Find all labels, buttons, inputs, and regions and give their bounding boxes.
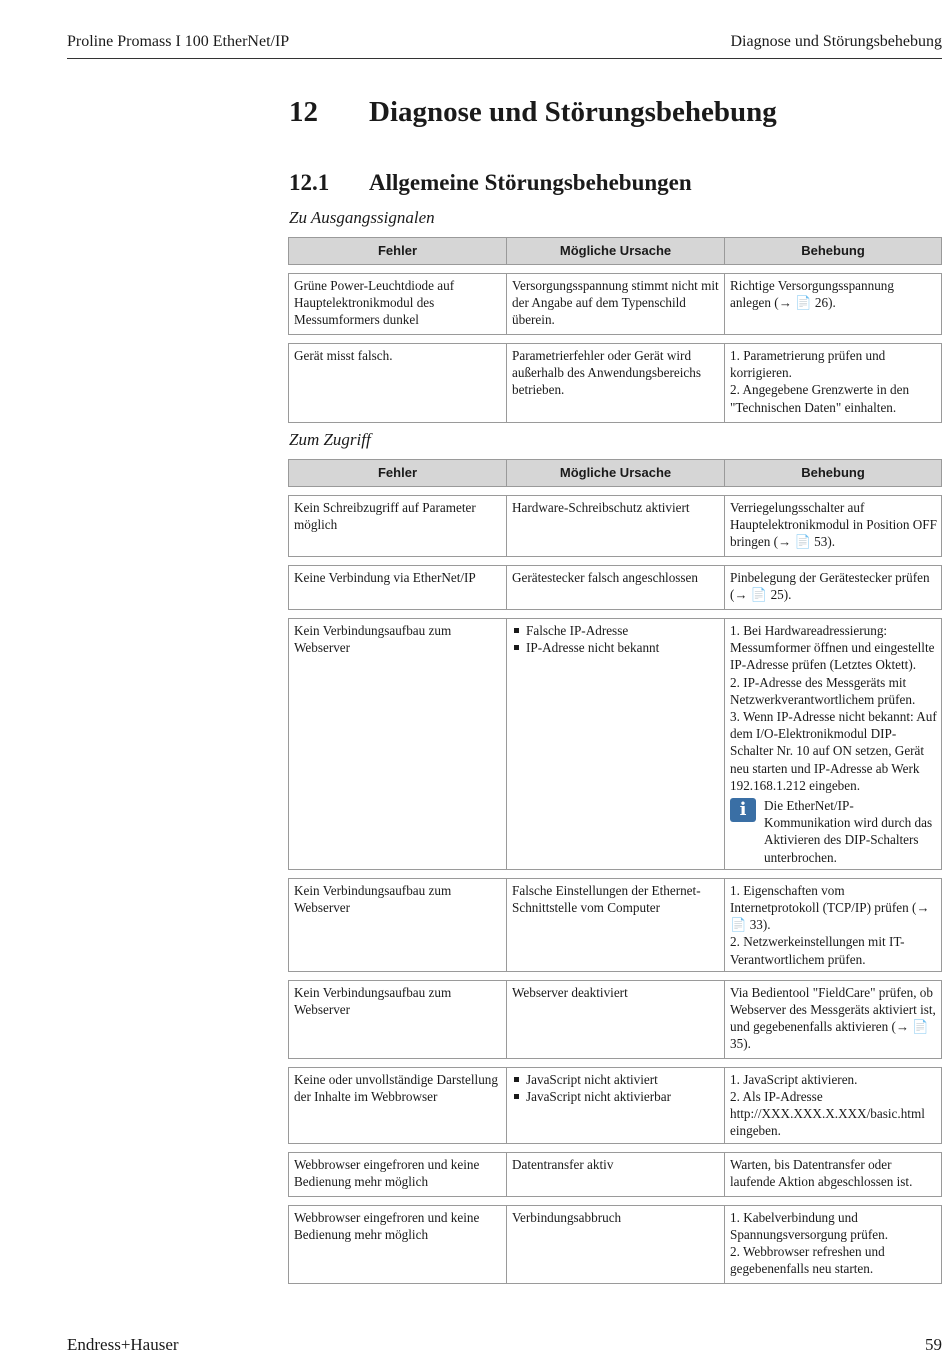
info-note (730, 797, 937, 866)
table-row (288, 343, 942, 423)
behebung-step: 2. IP-Adresse des Messgeräts mit Netzwerkverantwortlichem prüfen. (730, 674, 916, 707)
header-document-title: Proline Promass I 100 EtherNet/IP (67, 33, 290, 50)
list-item: JavaScript nicht aktivierbar (512, 1088, 720, 1105)
header-behebung: Behebung (724, 237, 942, 265)
cell-ursache (506, 1067, 724, 1144)
ursache-list (512, 622, 720, 656)
cell-ursache: Gerätestecker falsch angeschlossen (506, 565, 724, 610)
cell-fehler: Webbrowser eingefroren und keine Bedienung mehr möglich (288, 1152, 506, 1197)
cell-behebung (724, 618, 942, 870)
table-row (288, 980, 942, 1059)
cell-fehler: Grüne Power-Leuchtdiode auf Hauptelektronikmodul des Messumformers dunkel (288, 273, 506, 335)
behebung-step: 1. Parametrierung prüfen und korrigieren. (730, 348, 886, 381)
behebung-step: 2. Angegebene Grenzwerte in den "Technischen Daten" einhalten. (730, 382, 910, 415)
cell-behebung (724, 343, 942, 423)
cell-ursache: Parametrierfehler oder Gerät wird außerhalb des Anwendungsbereichs betrieben. (506, 343, 724, 423)
header-chapter-title: Diagnose und Störungsbehebung (730, 33, 942, 50)
page-number: 59 (925, 1335, 942, 1354)
header-fehler: Fehler (288, 237, 506, 265)
cell-fehler: Gerät misst falsch. (288, 343, 506, 423)
cell-ursache: Datentransfer aktiv (506, 1152, 724, 1197)
cell-fehler: Kein Verbindungsaufbau zum Webserver (288, 878, 506, 972)
cell-fehler: Keine Verbindung via EtherNet/IP (288, 565, 506, 610)
cell-ursache: Webserver deaktiviert (506, 980, 724, 1059)
table-row (288, 1152, 942, 1197)
behebung-step: 1. JavaScript aktivieren. (730, 1071, 858, 1087)
table1-caption: Zu Ausgangssignalen (289, 208, 435, 227)
behebung-step: 1. Kabelverbindung und Spannungsversorgung prüfen. (730, 1209, 888, 1242)
header-ursache: Mögliche Ursache (506, 459, 724, 487)
table-row (288, 495, 942, 557)
cell-behebung: Warten, bis Datentransfer oder laufende Aktion abgeschlossen ist. (724, 1152, 942, 1197)
info-icon: i (730, 798, 756, 822)
ursache-list (512, 1071, 720, 1105)
cell-ursache: Falsche Einstellungen der Ethernet-Schnittstelle vom Computer (506, 878, 724, 972)
cell-behebung (724, 1205, 942, 1284)
cell-fehler: Kein Schreibzugriff auf Parameter möglich (288, 495, 506, 557)
behebung-step: 1. Eigenschaften vom Internetprotokoll (TCP/IP) prüfen (→ 📄 33). (730, 882, 930, 933)
info-text: Die EtherNet/IP-Kommunikation wird durch das Aktivieren des DIP-Schalters unterbrochen. (764, 798, 933, 865)
section-number: 12.1 (289, 170, 330, 195)
table-row (288, 273, 942, 335)
cell-behebung: Pinbelegung der Gerätestecker prüfen (→ 📄 25). (724, 565, 942, 610)
chapter-number: 12 (289, 96, 318, 128)
table-zugriff (288, 459, 942, 1284)
table-row (288, 878, 942, 972)
cell-behebung: Verriegelungsschalter auf Hauptelektronikmodul in Position OFF bringen (→ 📄 53). (724, 495, 942, 557)
cell-ursache: Versorgungsspannung stimmt nicht mit der Angabe auf dem Typenschild überein. (506, 273, 724, 335)
header-ursache: Mögliche Ursache (506, 237, 724, 265)
cell-fehler: Kein Verbindungsaufbau zum Webserver (288, 980, 506, 1059)
cell-behebung: Via Bedientool "FieldCare" prüfen, ob Webserver des Messgeräts aktiviert ist, und gegebenenfalls aktivieren (→ 📄 35). (724, 980, 942, 1059)
cell-ursache: Verbindungsabbruch (506, 1205, 724, 1284)
cell-behebung: Richtige Versorgungsspannung anlegen (→ 📄 26). (724, 273, 942, 335)
behebung-step: 2. Als IP-Adresse http://XXX.XXX.X.XXX/basic.html eingeben. (730, 1089, 925, 1139)
table2-caption: Zum Zugriff (289, 430, 371, 449)
cell-ursache (506, 618, 724, 870)
chapter-title: Diagnose und Störungsbehebung (369, 96, 777, 128)
table-header-row (288, 237, 942, 265)
chapter-heading (289, 96, 777, 129)
list-item: JavaScript nicht aktiviert (512, 1071, 720, 1088)
footer-brand: Endress+Hauser (67, 1335, 179, 1354)
cell-behebung (724, 878, 942, 972)
table-header-row (288, 459, 942, 487)
behebung-step: 2. Webbrowser refreshen und gegebenenfalls neu starten. (730, 1244, 885, 1277)
section-heading (289, 170, 692, 196)
table-row (288, 618, 942, 870)
table-row (288, 1067, 942, 1144)
cell-fehler: Keine oder unvollständige Darstellung der Inhalte im Webbrowser (288, 1067, 506, 1144)
table-ausgangssignale (288, 237, 942, 423)
header-behebung: Behebung (724, 459, 942, 487)
cell-fehler: Kein Verbindungsaufbau zum Webserver (288, 618, 506, 870)
list-item: IP-Adresse nicht bekannt (512, 639, 720, 656)
behebung-step: 2. Netzwerkeinstellungen mit IT-Verantwortlichem prüfen. (730, 934, 905, 967)
page-header (67, 33, 942, 59)
behebung-step: 3. Wenn IP-Adresse nicht bekannt: Auf dem I/O-Elektronikmodul DIP-Schalter Nr. 10 auf ON setzen, Gerät neu starten und IP-Adresse ab Werk 192.168.1.212 eingeben. (730, 709, 937, 793)
table-row (288, 565, 942, 610)
behebung-step: 1. Bei Hardwareadressierung: Messumformer öffnen und eingestellte IP-Adresse prüfen (Letztes Oktett). (730, 623, 935, 673)
cell-fehler: Webbrowser eingefroren und keine Bedienung mehr möglich (288, 1205, 506, 1284)
table-row (288, 1205, 942, 1284)
list-item: Falsche IP-Adresse (512, 622, 720, 639)
header-fehler: Fehler (288, 459, 506, 487)
cell-behebung (724, 1067, 942, 1144)
section-title: Allgemeine Störungsbehebungen (369, 170, 692, 195)
cell-ursache: Hardware-Schreibschutz aktiviert (506, 495, 724, 557)
